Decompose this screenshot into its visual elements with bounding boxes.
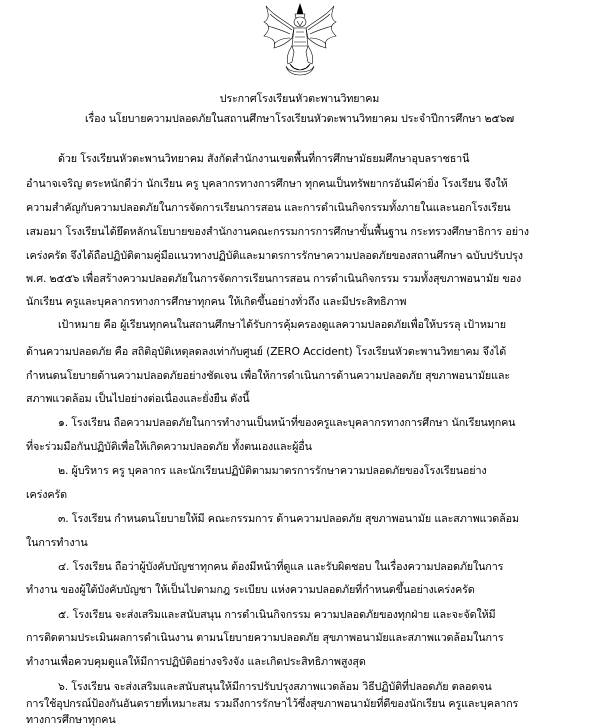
intro-line: นักเรียน ครูและบุคลากรทางการศึกษาทุกคน ให้เกิดขึ้นอย่างทั่วถึง และมีประสิทธิภาพ: [26, 295, 407, 308]
policy-item-1: ๑. โรงเรียน ถือความปลอดภัยในการทำงานเป็นหน้าที่ของครูและบุคลากรทางการศึกษา นักเรียนทุกคน: [58, 416, 516, 429]
intro-line: ความสำคัญกับความปลอดภัยในการจัดการเรียนการสอน และการดำเนินกิจกรรมทั้งภายในและนอกโรงเรียน: [26, 201, 511, 214]
policy-item-6-cont: ทางการศึกษาทุกคน: [26, 713, 116, 726]
intro-line: เสมอมา โรงเรียนได้ยึดหลักนโยบายของสำนักงานคณะกรรมการการศึกษาขั้นพื้นฐาน กระทรวงศึกษาธิการ อย่าง: [26, 225, 529, 238]
policy-item-5: ๕. โรงเรียน จะส่งเสริมและสนับสนุน การดำเนินกิจกรรม ความปลอดภัยของทุกฝ่าย และจะจัดให้มี: [58, 608, 496, 621]
policy-item-1-cont: ที่จะร่วมมือกันปฏิบัติเพื่อให้เกิดความปลอดภัย ทั้งตนเองและผู้อื่น: [26, 440, 312, 453]
goal-line: สภาพแวดล้อม เป็นไปอย่างต่อเนื่องและยั่งยืน ดังนี้: [26, 392, 250, 405]
intro-line: อำนาจเจริญ ตระหนักดีว่า นักเรียน ครู บุคลากรทางการศึกษา ทุกคนเป็นทรัพยากรอันมีค่ายิ่ง โรงเรียน จึงให้: [26, 177, 508, 190]
goal-line: เป้าหมาย คือ ผู้เรียนทุกคนในสถานศึกษาได้รับการคุ้มครองดูแลความปลอดภัยเพื่อให้บรรลุ เป้าหมาย: [58, 318, 506, 331]
policy-item-2-cont: เคร่งครัด: [26, 488, 67, 501]
garuda-emblem: [262, 2, 338, 80]
intro-line: เคร่งครัด จึงได้ถือปฏิบัติตามคู่มือแนวทางปฏิบัติและมาตรการรักษาความปลอดภัยของสถานศึกษา ฉบับปรับปรุง: [26, 249, 523, 262]
policy-item-6-cont: การใช้อุปกรณ์ป้องกันอันตรายที่เหมาะสม รวมถึงการรักษาไว้ซึ่งสุขภาพอนามัยที่ดีของนักเรียน ครูและบุคลากร: [26, 697, 519, 710]
policy-item-3-cont: ในการทำงาน: [26, 536, 88, 549]
announcement-title: ประกาศโรงเรียนหัวตะพานวิทยาคม: [219, 92, 380, 105]
goal-line: กำหนดนโยบายด้านความปลอดภัยอย่างชัดเจน เพื่อให้การดำเนินการด้านความปลอดภัย สุขภาพอนามัยและ: [26, 369, 511, 382]
policy-item-5-cont: การติดตามประเมินผลการดำเนินงาน ตามนโยบายความปลอดภัย สุขภาพอนามัยและสภาพแวดล้อมในการ: [26, 631, 504, 644]
policy-item-6: ๖. โรงเรียน จะส่งเสริมและสนับสนุนให้มีการปรับปรุงสภาพแวดล้อม วิธีปฏิบัติที่ปลอดภัย ตลอดจน: [58, 680, 492, 693]
policy-item-3: ๓. โรงเรียน กำหนดนโยบายให้มี คณะกรรมการ ด้านความปลอดภัย สุขภาพอนามัย และสภาพแวดล้อม: [58, 512, 519, 525]
intro-line: พ.ศ. ๒๕๕๖ เพื่อสร้างความปลอดภัยในการจัดการเรียนการสอน การดำเนินกิจกรรม รวมทั้งสุขภาพอนามัย ของ: [26, 272, 522, 285]
policy-item-5-cont: ทำงานเพื่อควบคุมดูแลให้มีการปฏิบัติอย่างจริงจัง และเกิดประสิทธิภาพสูงสุด: [26, 655, 366, 668]
policy-item-2: ๒. ผู้บริหาร ครู บุคลากร และนักเรียนปฏิบัติตามมาตรการรักษาความปลอดภัยของโรงเรียนอย่าง: [58, 464, 487, 477]
intro-line: ด้วย โรงเรียนหัวตะพานวิทยาคม สังกัดสำนักงานเขตพื้นที่การศึกษามัธยมศึกษาอุบลราชธานี: [58, 152, 470, 165]
announcement-subject: เรื่อง นโยบายความปลอดภัยในสถานศึกษาโรงเรียนหัวตะพานวิทยาคม ประจำปีการศึกษา ๒๕๖๗: [84, 112, 515, 125]
policy-item-4: ๔. โรงเรียน ถือว่าผู้บังคับบัญชาทุกคน ต้องมีหน้าที่ดูแล และรับผิดชอบ ในเรื่องความปลอดภัยในการ: [58, 560, 504, 573]
goal-line: ด้านความปลอดภัย คือ สถิติอุบัติเหตุลดลงเท่ากับศูนย์ (ZERO Accident) โรงเรียนหัวตะพานวิทยาคม จึงได้: [26, 345, 507, 358]
policy-item-4-cont: ทำงาน ของผู้ใต้บังคับบัญชา ให้เป็นไปตามกฎ ระเบียบ แห่งความปลอดภัยที่กำหนดขึ้นอย่างเคร่งครัด: [26, 583, 475, 596]
